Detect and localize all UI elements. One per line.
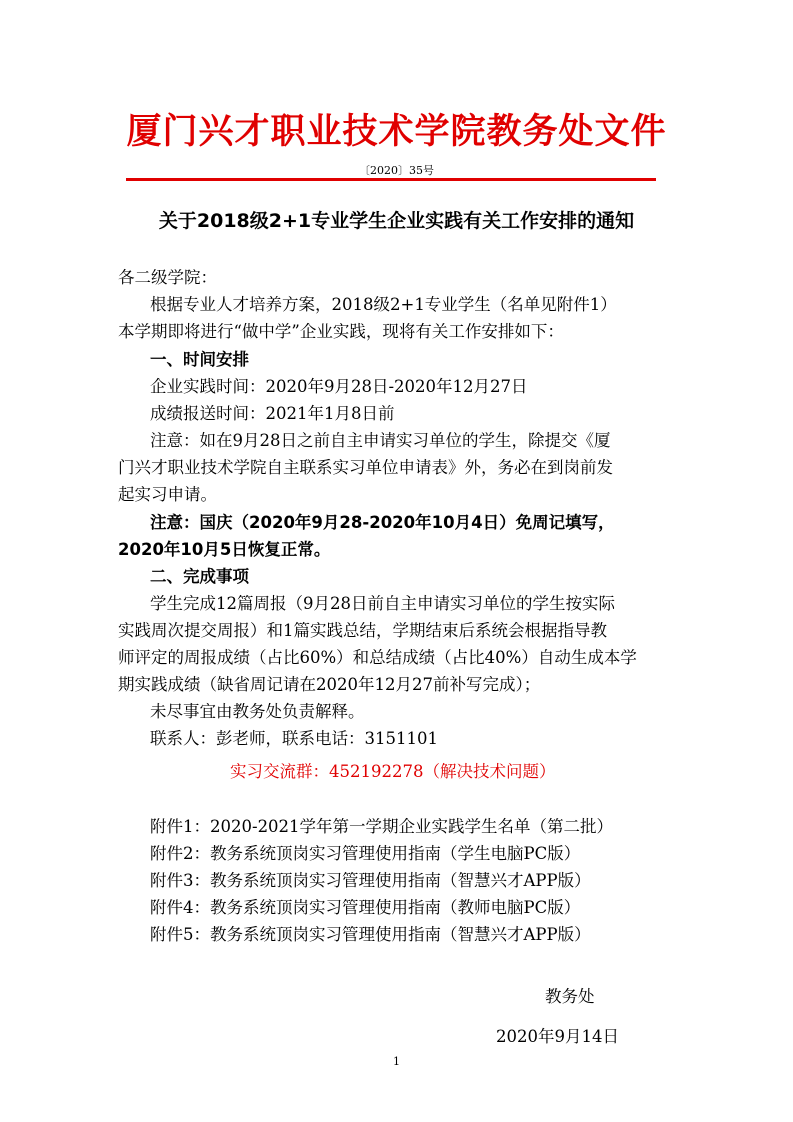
section1-heading: 一、时间安排 [150, 350, 249, 369]
org-header-title: 厦门兴才职业技术学院教务处文件 [126, 111, 667, 152]
task-line: 学生完成12篇周报（9月28日前自主申请实习单位的学生按实际 [150, 594, 615, 613]
task-line: 师评定的周报成绩（占比60%）和总结成绩（占比40%）自动生成本学 [118, 648, 637, 667]
document-number: 〔2020〕35号 [359, 164, 434, 177]
attachment-item: 附件1：2020-2021学年第一学期企业实践学生名单（第二批） [150, 817, 614, 836]
holiday-note: 2020年10月5日恢复正常。 [118, 540, 331, 559]
grade-submission-time: 成绩报送时间：2021年1月8日前 [150, 404, 395, 423]
note-line: 注意：如在9月28日之前自主申请实习单位的学生，除提交《厦 [150, 431, 611, 450]
qq-group: 实习交流群：452192278（解决技术问题） [230, 762, 556, 781]
issuer: 教务处 [545, 987, 595, 1006]
note-line: 门兴才职业技术学院自主联系实习单位申请表》外，务必在到岗前发 [118, 458, 613, 477]
holiday-note: 注意：国庆（2020年9月28-2020年10月4日）免周记填写， [150, 513, 615, 532]
header-divider [126, 178, 656, 181]
task-line: 实践周次提交周报）和1篇实践总结，学期结束后系统会根据指导教 [118, 621, 607, 640]
salutation: 各二级学院： [118, 268, 217, 287]
notice-title: 关于2018级2+1专业学生企业实践有关工作安排的通知 [158, 210, 635, 232]
task-line: 未尽事宜由教务处负责解释。 [150, 702, 365, 721]
section2-heading: 二、完成事项 [150, 567, 249, 586]
attachment-item: 附件2：教务系统顶岗实习管理使用指南（学生电脑PC版） [150, 844, 581, 863]
page-number: 1 [393, 1055, 400, 1068]
attachment-item: 附件5：教务系统顶岗实习管理使用指南（智慧兴才APP版） [150, 925, 591, 944]
task-line: 期实践成绩（缺省周记请在2020年12月27前补写完成）； [118, 675, 541, 694]
attachment-item: 附件4：教务系统顶岗实习管理使用指南（教师电脑PC版） [150, 898, 581, 917]
note-line: 起实习申请。 [118, 485, 217, 504]
intro-line: 本学期即将进行“做中学”企业实践，现将有关工作安排如下： [118, 322, 564, 341]
contact-info: 联系人：彭老师，联系电话：3151101 [150, 729, 438, 748]
attachment-item: 附件3：教务系统顶岗实习管理使用指南（智慧兴才APP版） [150, 871, 591, 890]
issue-date: 2020年9月14日 [496, 1027, 619, 1046]
practice-time: 企业实践时间：2020年9月28日-2020年12月27日 [150, 377, 528, 396]
intro-line: 根据专业人才培养方案，2018级2+1专业学生（名单见附件1） [150, 295, 617, 314]
